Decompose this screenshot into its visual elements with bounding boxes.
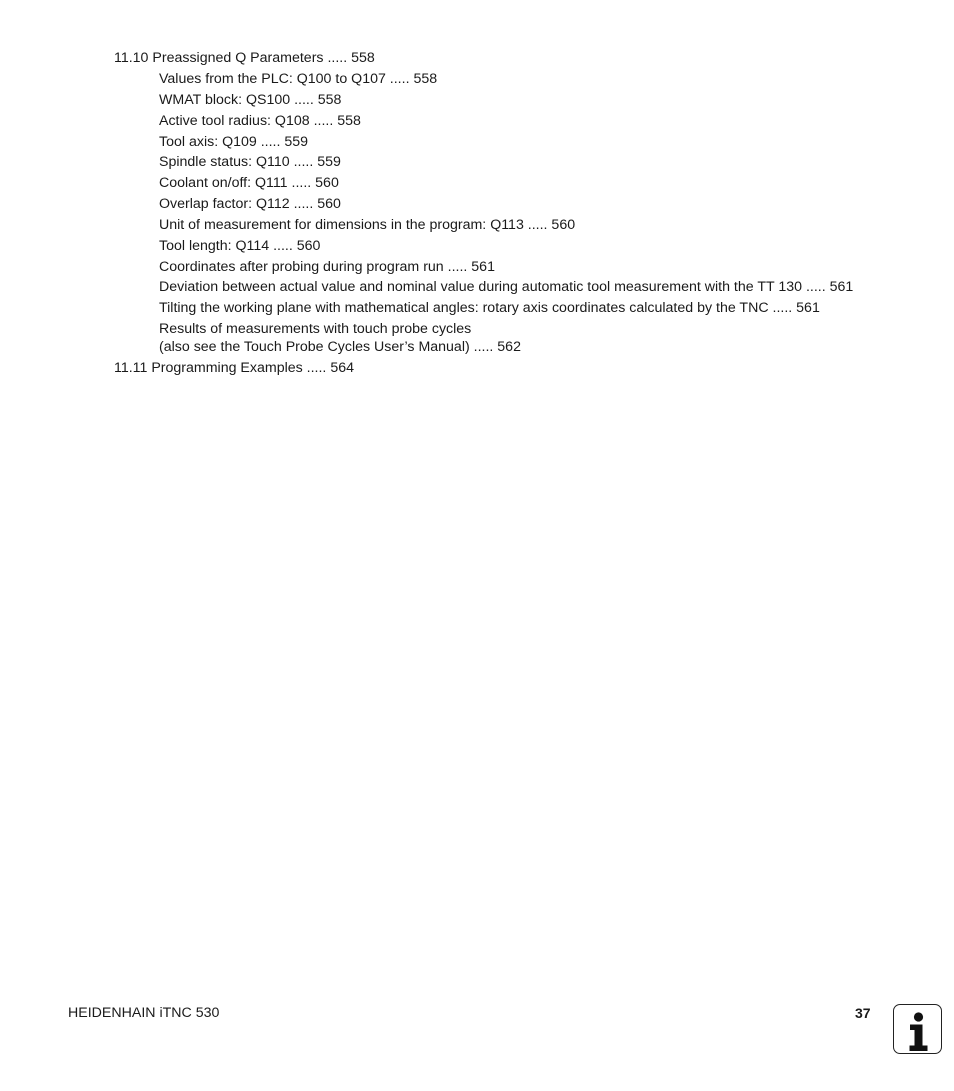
toc-entry[interactable]: Overlap factor: Q112 ..... 560: [159, 196, 341, 212]
toc-entry[interactable]: Deviation between actual value and nominal value during automatic tool measurement with the TT 130 ..... 561: [159, 279, 854, 295]
toc-entry[interactable]: WMAT block: QS100 ..... 558: [159, 92, 342, 108]
toc-entry[interactable]: Active tool radius: Q108 ..... 558: [159, 113, 361, 129]
page-number: 37: [855, 1005, 871, 1021]
toc-entry[interactable]: Unit of measurement for dimensions in the program: Q113 ..... 560: [159, 217, 576, 233]
toc-entry-11-11[interactable]: 11.11 Programming Examples ..... 564: [114, 360, 354, 376]
toc-entry[interactable]: Tool length: Q114 ..... 560: [159, 238, 321, 254]
toc-entry[interactable]: Results of measurements with touch probe cycles: [159, 321, 472, 337]
toc-entry[interactable]: Tool axis: Q109 ..... 559: [159, 134, 309, 150]
toc-entry[interactable]: Tilting the working plane with mathematical angles: rotary axis coordinates calculated by the TNC ..... 561: [159, 300, 820, 316]
info-icon: [893, 1004, 942, 1054]
toc-entry-continuation[interactable]: (also see the Touch Probe Cycles User’s Manual) ..... 562: [159, 339, 521, 355]
toc-entry[interactable]: Spindle status: Q110 ..... 559: [159, 154, 341, 170]
toc-entry-11-10[interactable]: 11.10 Preassigned Q Parameters ..... 558: [114, 50, 375, 66]
toc-entry[interactable]: Coordinates after probing during program run ..... 561: [159, 259, 495, 275]
toc-entry[interactable]: Coolant on/off: Q111 ..... 560: [159, 175, 339, 191]
toc-entry[interactable]: Values from the PLC: Q100 to Q107 ..... 558: [159, 71, 438, 87]
footer-product-name: HEIDENHAIN iTNC 530: [68, 1005, 220, 1021]
info-glyph: [894, 1005, 943, 1055]
